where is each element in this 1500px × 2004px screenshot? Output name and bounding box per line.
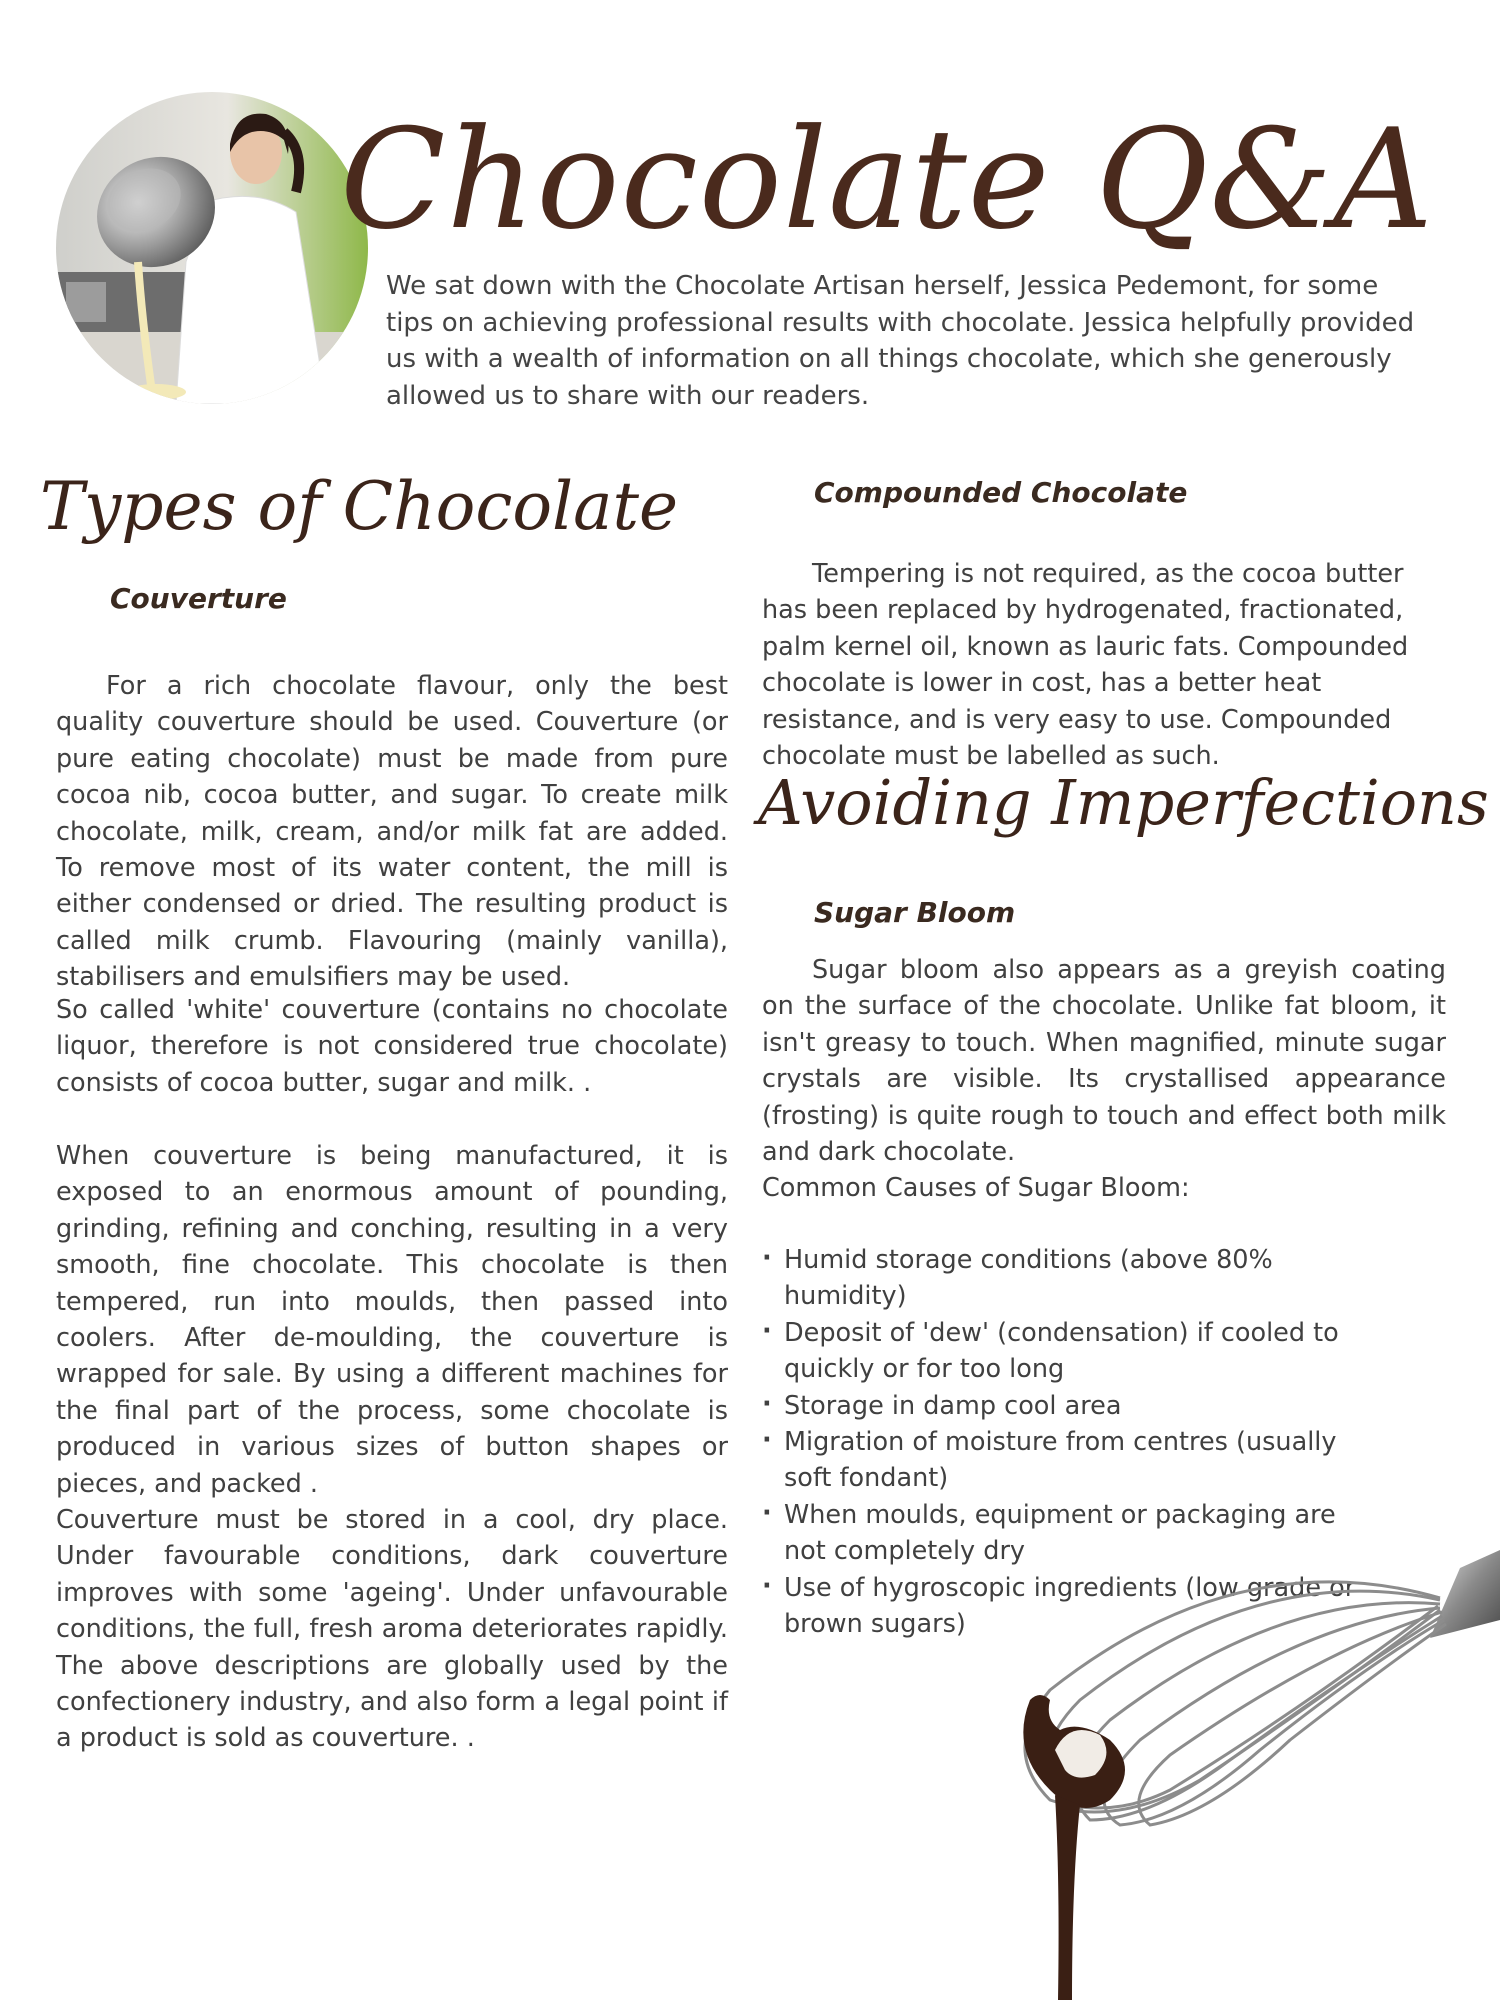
list-item: · Humid storage conditions (above 80% humidity) [762, 1242, 1382, 1315]
intro-paragraph: We sat down with the Chocolate Artisan herself, Jessica Pedemont, for some tips on achieving professional results with chocolate. Jessica helpfully provided us with a wealth of information on all things chocolate, which she generously allowed us to share with our readers. [386, 271, 1415, 411]
compounded-chocolate-paragraph: Tempering is not required, as the cocoa butter has been replaced by hydrogenated, fractionated, palm kernel oil, known as lauric fats. Compounded chocolate is lower in cost, has a better heat resistance, and is very easy to use. Compounded chocolate must be labelled as such. [762, 559, 1409, 772]
sugar-bloom-paragraph: Sugar bloom also appears as a greyish coating on the surface of the chocolate. Unlike fat bloom, it isn't greasy to touch. When magnified, minute sugar crystals are visible. Its crystallised appearance (frosting) is quite rough to touch and effect both milk and dark chocolate. [762, 955, 1446, 1168]
chef-photo [56, 92, 368, 404]
couverture-heading: Couverture [110, 582, 287, 615]
list-item: · Migration of moisture from centres (usually soft fondant) [762, 1424, 1382, 1497]
couverture-paragraph-4: Couverture must be stored in a cool, dry place. Under favourable conditions, dark couverture improves with some 'ageing'. Under unfavourable conditions, the full, fresh aroma deteriorates rapidly. The above descriptions are globally used by the confectionery industry, and also form a legal point if a product is sold as couverture. . [56, 1505, 728, 1754]
sugar-bloom-heading: Sugar Bloom [814, 896, 1016, 929]
couverture-paragraph-2: So called 'white' couverture (contains no chocolate liquor, therefore is not considered true chocolate) consists of cocoa butter, sugar and milk. . [56, 995, 728, 1098]
types-of-chocolate-heading: Types of Chocolate [40, 468, 679, 545]
list-item: · Storage in damp cool area [762, 1388, 1382, 1424]
list-item: · Deposit of 'dew' (condensation) if cooled to quickly or for too long [762, 1315, 1382, 1388]
compounded-chocolate-heading: Compounded Chocolate [814, 476, 1188, 509]
page-title: Chocolate Q&A [340, 99, 1434, 260]
couverture-paragraph-1: For a rich chocolate flavour, only the best quality couverture should be used. Couverture (or pure eating chocolate) must be made from pure cocoa nib, cocoa butter, and sugar. To create milk chocolate, milk, cream, and/or milk fat are added. To remove most of its water content, the mill is either condensed or dried. The resulting product is called milk crumb. Flavouring (mainly vanilla), stabilisers and emulsifiers may be used. [56, 671, 728, 993]
whisk-illustration [960, 1520, 1500, 2000]
couverture-paragraph-3: When couverture is being manufactured, it is exposed to an enormous amount of pounding, grinding, refining and conching, resulting in a very smooth, fine chocolate. This chocolate is then tempered, run into moulds, then passed into coolers. After de-moulding, the couverture is wrapped for sale. By using a different machines for the final part of the process, some chocolate is produced in various sizes of button shapes or pieces, and packed . [56, 1141, 728, 1499]
avoiding-imperfections-heading: Avoiding Imperfections [758, 766, 1489, 839]
causes-title: Common Causes of Sugar Bloom: [762, 1173, 1190, 1203]
list-item: · Use of hygroscopic ingredients (low grade or brown sugars) [762, 1570, 1382, 1643]
list-item: · When moulds, equipment or packaging are not completely dry [762, 1497, 1382, 1570]
